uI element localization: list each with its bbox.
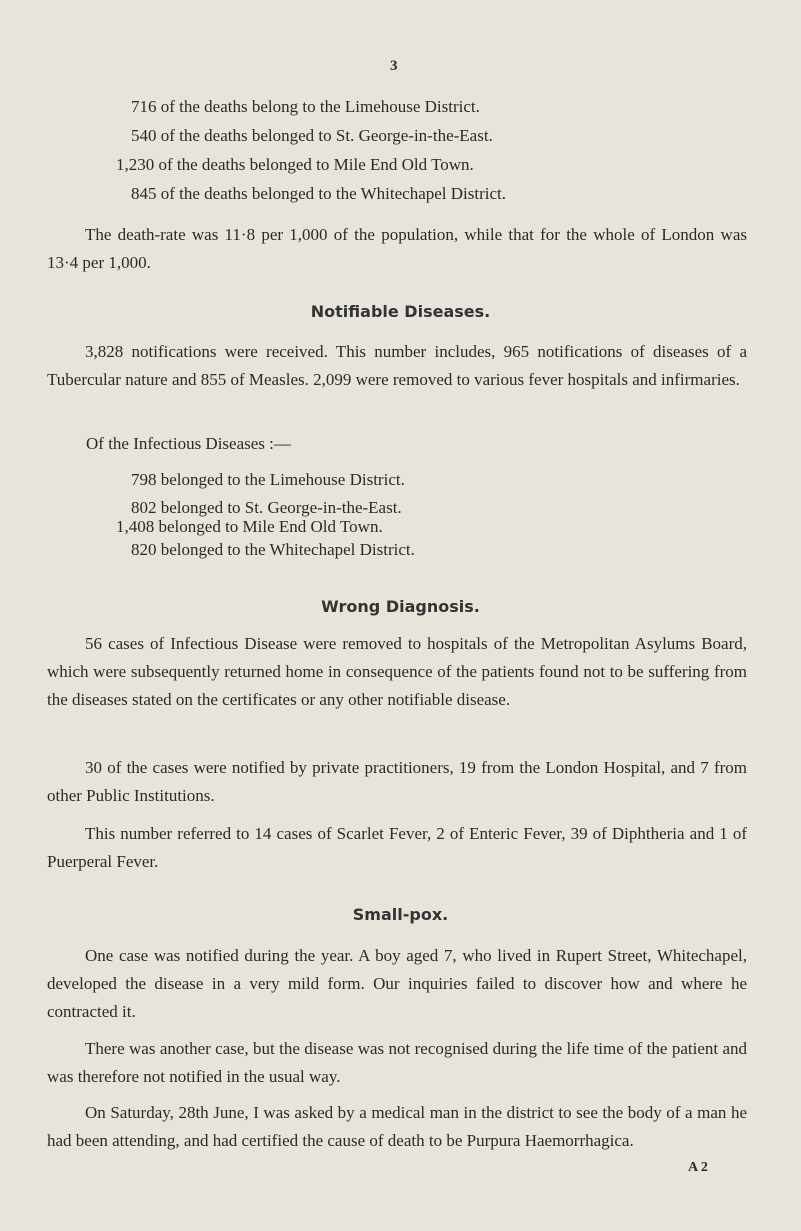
death-rate-paragraph: The death-rate was 11·8 per 1,000 of the population, while that for the whole of London was 13·4 per 1,000. xyxy=(47,225,747,272)
deaths-whitechapel-line: 845 of the deaths belonged to the Whitechapel District. xyxy=(131,184,506,203)
smallpox-paragraph-1: One case was notified during the year. A boy aged 7, who lived in Rupert Street, Whitechapel, developed the disease in a very mild form. Our inquiries failed to discover how and where he contracted it. xyxy=(47,946,747,1021)
wrong-diagnosis-paragraph-1: 56 cases of Infectious Disease were removed to hospitals of the Metropolitan Asylums Board, which were subsequently returned home in consequence of the patients found not to be suffering from the diseases stated on the certificates or any other notifiable disease. xyxy=(47,634,747,709)
notifiable-diseases-paragraph: 3,828 notifications were received. This number includes, 965 notifications of diseases of a Tubercular nature and 855 of Measles. 2,099 were removed to various fever hospitals and infirmaries. xyxy=(47,342,747,389)
signature-mark: A 2 xyxy=(688,1160,708,1175)
deaths-st-george-line: 540 of the deaths belonged to St. George-in-the-East. xyxy=(131,126,493,145)
wrong-diagnosis-paragraph-2: 30 of the cases were notified by private practitioners, 19 from the London Hospital, and 7 from other Public Institutions. xyxy=(47,758,747,805)
notifiable-diseases-heading: Notifiable Diseases. xyxy=(310,302,491,321)
wrong-diagnosis-paragraph-3: This number referred to 14 cases of Scarlet Fever, 2 of Enteric Fever, 39 of Diphtheria and 1 of Puerperal Fever. xyxy=(47,824,747,871)
infectious-whitechapel-line: 820 belonged to the Whitechapel District. xyxy=(131,540,415,559)
page-number: 3 xyxy=(390,58,398,74)
wrong-diagnosis-heading: Wrong Diagnosis. xyxy=(321,597,480,616)
smallpox-paragraph-3: On Saturday, 28th June, I was asked by a medical man in the district to see the body of a man he had been attending, and had certified the cause of death to be Purpura Haemorrhagica. xyxy=(47,1103,747,1150)
infectious-diseases-intro: Of the Infectious Diseases :— xyxy=(86,434,291,453)
infectious-mile-end-line: 1,408 belonged to Mile End Old Town. xyxy=(116,517,383,536)
deaths-limehouse-line: 716 of the deaths belong to the Limehouse District. xyxy=(131,97,480,116)
deaths-mile-end-line: 1,230 of the deaths belonged to Mile End Old Town. xyxy=(116,155,474,174)
infectious-limehouse-line: 798 belonged to the Limehouse District. xyxy=(131,470,405,489)
smallpox-paragraph-2: There was another case, but the disease was not recognised during the life time of the patient and was therefore not notified in the usual way. xyxy=(47,1039,747,1086)
smallpox-heading: Small-pox. xyxy=(352,905,449,924)
infectious-st-george-line: 802 belonged to St. George-in-the-East. xyxy=(131,498,402,517)
